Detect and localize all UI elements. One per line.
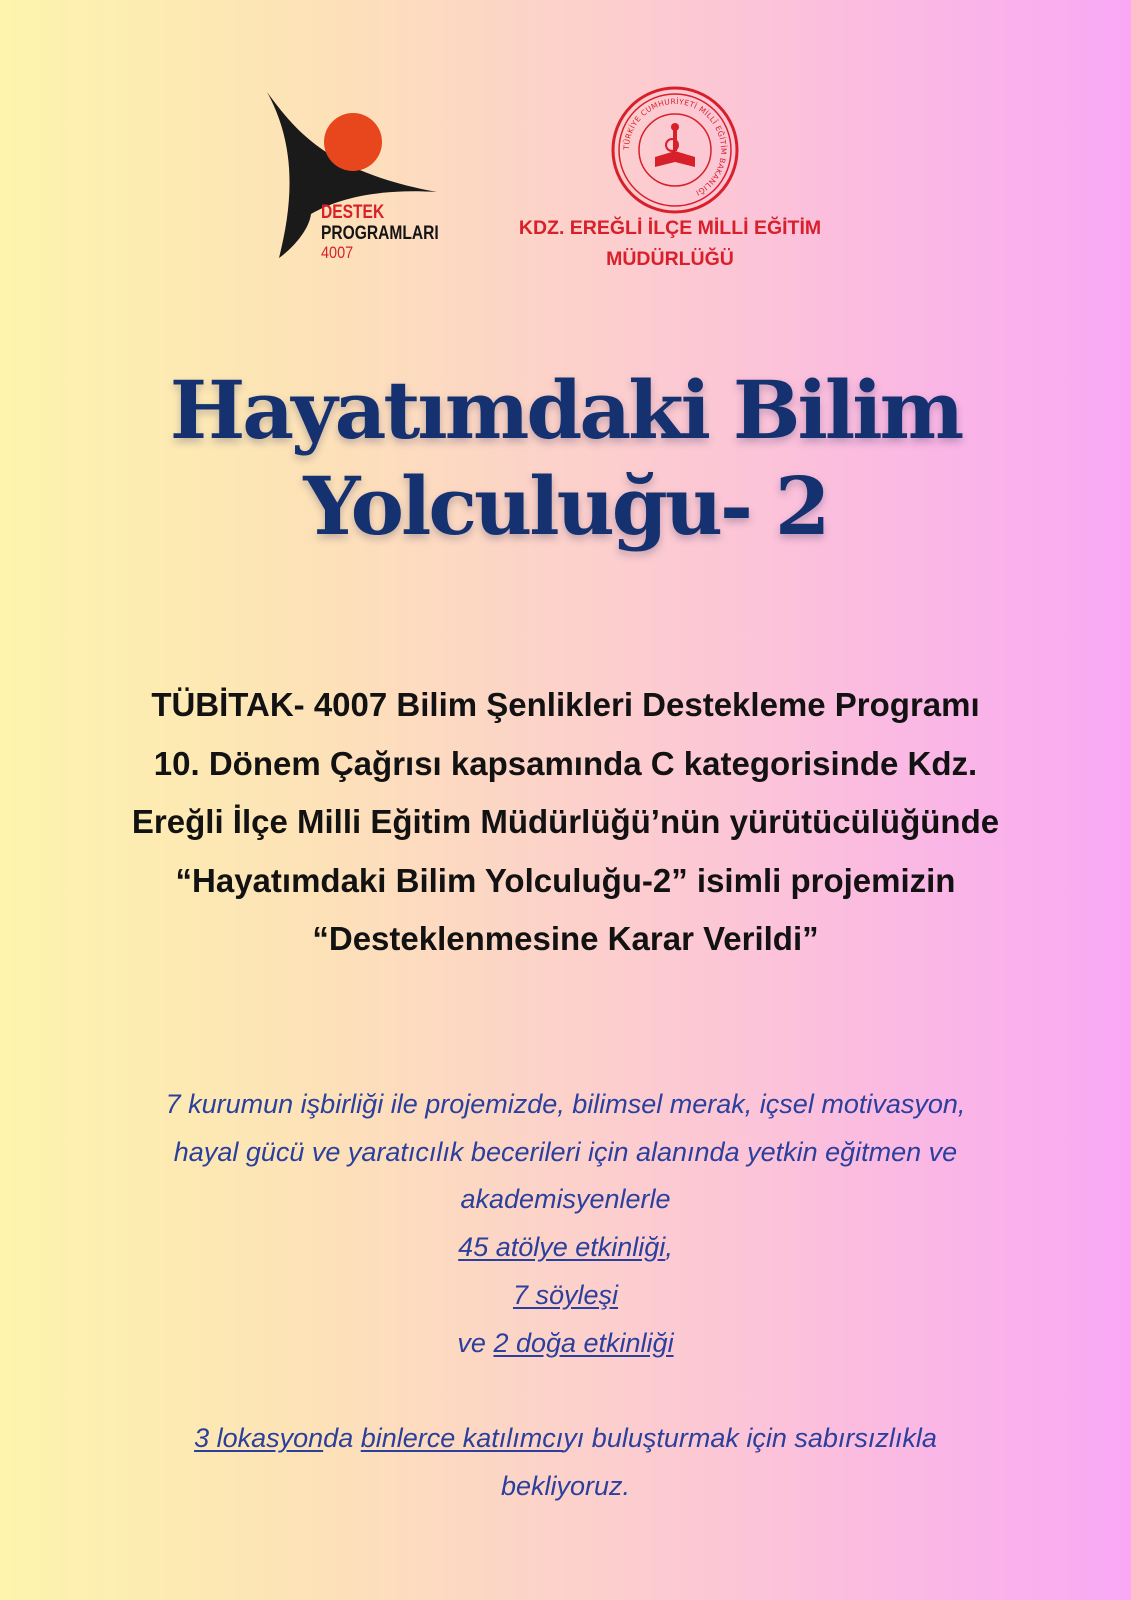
announcement-line3: Ereğli İlçe Milli Eğitim Müdürlüğü’nün yürütücülüğünde xyxy=(131,803,1000,840)
details-intro-line2: hayal gücü ve yaratıcılık becerileri için alanında yetkin eğitmen ve xyxy=(173,1136,958,1167)
project-details xyxy=(70,1081,1061,1510)
project-title-line1: Hayatımdaki Bilim xyxy=(169,363,962,457)
funding-announcement xyxy=(40,676,1091,969)
meb-directorate-name xyxy=(505,213,835,275)
destek-logo-line1: DESTEK xyxy=(321,202,385,223)
announcement-line4: “Hayatımdaki Bilim Yolculuğu-2” isimli projemizin xyxy=(175,861,956,899)
talks-count: 7 söyleşi xyxy=(512,1279,619,1310)
closing-rest: yı buluşturmak için sabırsızlıkla xyxy=(563,1422,937,1453)
meb-seal-icon xyxy=(610,85,740,215)
announcement-line2: 10. Dönem Çağrısı kapsamında C kategorisinde Kdz. xyxy=(153,744,978,782)
announcement-line5: “Desteklenmesine Karar Verildi” xyxy=(312,920,819,957)
closing-locations: 3 lokasyon xyxy=(194,1422,324,1453)
closing-line2: bekliyoruz. xyxy=(500,1470,631,1501)
closing-line1 xyxy=(70,1415,1061,1463)
meb-seal-text: TÜRKİYE CUMHURİYETİ MİLLÎ EĞİTİM BAKANLIĞI xyxy=(621,96,729,198)
nature-prefix: ve xyxy=(457,1327,494,1358)
meb-name-line2: MÜDÜRLÜĞÜ xyxy=(606,248,734,270)
meb-name-line1: KDZ. EREĞLİ İLÇE MİLLİ EĞİTİM xyxy=(518,217,822,239)
nature-line xyxy=(70,1320,1061,1368)
destek-logo-line3: 4007 xyxy=(321,243,354,262)
closing-participants: binlerce katılımcı xyxy=(360,1422,564,1453)
closing-locations-suffix: da xyxy=(323,1422,361,1453)
project-title xyxy=(60,362,1071,554)
workshops-count: 45 atölye etkinliği xyxy=(458,1232,666,1263)
destek-sun-icon xyxy=(324,113,382,171)
project-title-line2: Yolculuğu- 2 xyxy=(303,459,828,553)
announcement-line1: TÜBİTAK- 4007 Bilim Şenlikleri Destekleme Programı xyxy=(151,686,980,723)
destek-programlari-logo xyxy=(265,90,455,270)
meb-logo xyxy=(505,85,835,275)
details-intro-line3: akademisyenlerle xyxy=(460,1184,671,1215)
paragraph-gap xyxy=(70,1367,1061,1415)
nature-count: 2 doğa etkinliği xyxy=(493,1327,674,1358)
talks-line xyxy=(70,1272,1061,1320)
workshops-line xyxy=(70,1224,1061,1272)
workshops-suffix: , xyxy=(665,1232,673,1263)
destek-logo-line2: PROGRAMLARI xyxy=(321,223,439,244)
details-intro-line1: 7 kurumun işbirliği ile projemizde, bilimsel merak, içsel motivasyon, xyxy=(165,1089,966,1119)
